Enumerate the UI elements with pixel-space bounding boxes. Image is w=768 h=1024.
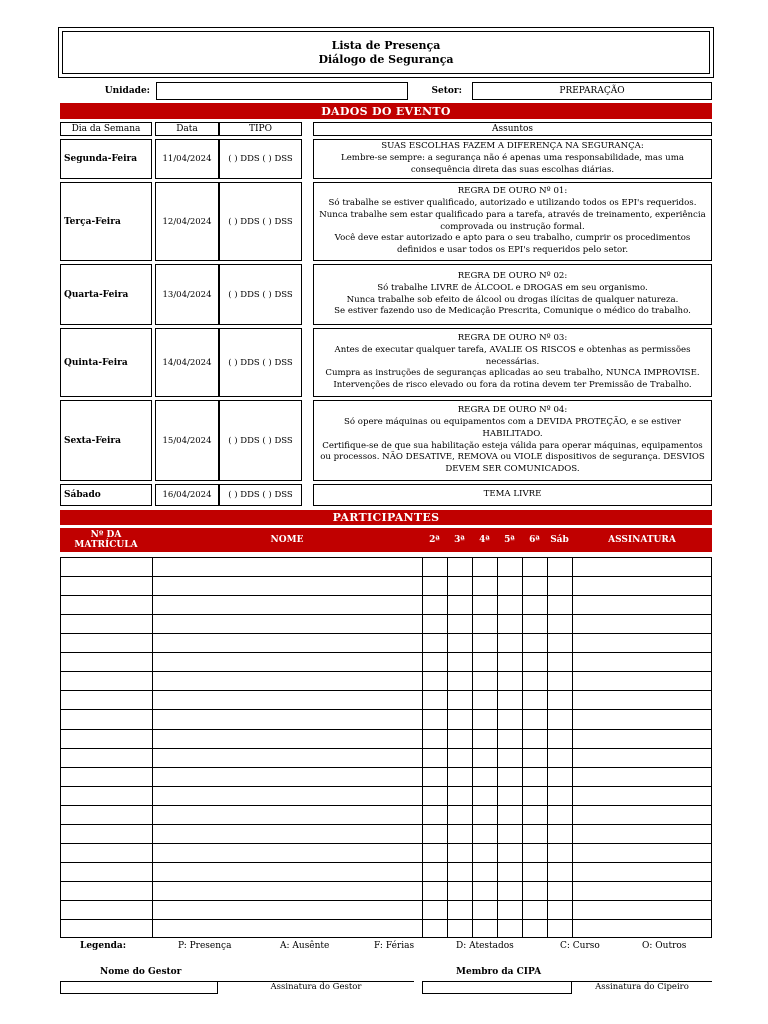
topic-line: Nunca trabalhe sem estar qualificado para a tarefa, através de treinamento, experiência: [319, 209, 706, 220]
topic-line: Certifique-se de que sua habilitação esteja válida para operar máquinas, equipamentos: [322, 440, 703, 451]
event-type-cell[interactable]: ( ) DDS ( ) DSS: [219, 139, 302, 179]
event-topic-cell: [313, 484, 712, 506]
event-day-cell: Sexta-Feira: [60, 400, 152, 481]
legend-label: Legenda:: [80, 941, 127, 951]
table-row-divider: [60, 919, 712, 920]
topic-line: SUAS ESCOLHAS FAZEM A DIFERENÇA NA SEGURANÇA:: [381, 141, 644, 152]
topic-line: REGRA DE OURO Nº 01:: [457, 186, 568, 197]
table-column-divider: [422, 557, 423, 938]
event-type-cell[interactable]: ( ) DDS ( ) DSS: [219, 484, 302, 506]
event-date-cell: 12/04/2024: [155, 182, 219, 261]
col-header-type: TIPO: [219, 122, 302, 136]
topic-line: Só trabalhe LIVRE de ÁLCOOL e DROGAS em seu organismo.: [377, 282, 648, 293]
table-row-divider: [60, 900, 712, 901]
topic-line: HABILITADO.: [482, 428, 543, 439]
event-date-cell: 16/04/2024: [155, 484, 219, 506]
col-header-matricula: [60, 528, 152, 552]
unidade-field[interactable]: [156, 82, 408, 100]
topic-line: necessárias.: [485, 356, 540, 367]
event-day-cell: Quarta-Feira: [60, 264, 152, 325]
col-header-day-3: 4ª: [472, 528, 497, 552]
table-row-divider: [60, 805, 712, 806]
event-date-cell: 13/04/2024: [155, 264, 219, 325]
table-row-divider: [60, 652, 712, 653]
topic-line: Só trabalhe se estiver qualificado, autorizado e utilizando todos os EPI's requeridos.: [328, 197, 697, 208]
table-column-divider: [152, 557, 153, 938]
topic-line: Se estiver fazendo uso de Medicação Prescrita, Comunique o médico do trabalho.: [334, 306, 691, 317]
table-column-divider: [447, 557, 448, 938]
legend-ausente: A: Ausênte: [280, 941, 330, 951]
topic-line: consequência direta das suas escolhas diárias.: [410, 164, 615, 175]
col-header-nome: NOME: [152, 528, 422, 552]
table-row-divider: [60, 709, 712, 710]
table-row-divider: [60, 786, 712, 787]
legend-ferias: F: Férias: [374, 941, 415, 951]
table-row-divider: [60, 748, 712, 749]
unidade-label: Unidade:: [104, 86, 150, 96]
document-subtitle: Diálogo de Segurança: [318, 52, 454, 66]
event-type-cell[interactable]: ( ) DDS ( ) DSS: [219, 400, 302, 481]
topic-line: REGRA DE OURO Nº 04:: [457, 405, 568, 416]
col-header-date: Data: [155, 122, 219, 136]
gestor-name-field[interactable]: [60, 981, 218, 994]
col-header-assinatura: ASSINATURA: [572, 528, 712, 552]
event-date-cell: 11/04/2024: [155, 139, 219, 179]
matricula-header-line1: Nº DA: [90, 530, 122, 540]
cipa-name-field[interactable]: [422, 981, 572, 994]
legend-curso: C: Curso: [560, 941, 600, 951]
table-column-divider: [522, 557, 523, 938]
table-row-divider: [60, 633, 712, 634]
topic-line: REGRA DE OURO Nº 02:: [457, 270, 568, 281]
event-topic-cell: [313, 400, 712, 481]
topic-line: comprovada ou instrução formal.: [440, 221, 585, 232]
topic-line: definidos e usar todos os EPI's requeridos pelo setor.: [396, 245, 629, 256]
gestor-signature-caption: Assinatura do Gestor: [270, 982, 362, 992]
topic-line: DEVEM SER COMUNICADOS.: [445, 464, 580, 475]
event-day-cell: Segunda-Feira: [60, 139, 152, 179]
legend-outros: O: Outros: [642, 941, 687, 951]
topic-line: Lembre-se sempre: a segurança não é apenas uma responsabilidade, mas uma: [341, 153, 684, 164]
topic-line: REGRA DE OURO Nº 03:: [457, 333, 568, 343]
setor-field[interactable]: PREPARAÇÃO: [472, 82, 712, 100]
legend-presenca: P: Presença: [178, 941, 232, 951]
topic-line: Cumpra as instruções de seguranças aplicadas ao seu trabalho, NUNCA IMPROVISE.: [325, 368, 700, 379]
event-topic-cell: [313, 139, 712, 179]
col-header-day: Dia da Semana: [60, 122, 152, 136]
col-header-day-2: 3ª: [447, 528, 472, 552]
topic-line: TEMA LIVRE: [483, 489, 542, 500]
table-row-divider: [60, 881, 712, 882]
col-header-day-6: Sáb: [547, 528, 572, 552]
topic-line: Intervenções de risco elevado ou fora da rotina devem ter Premissão de Trabalho.: [333, 380, 692, 391]
topic-line: Nunca trabalhe sob efeito de álcool ou drogas ilícitas de qualquer natureza.: [346, 294, 679, 305]
event-topic-cell: [313, 328, 712, 397]
topic-line: Só opere máquinas ou equipamentos com a DEVIDA PROTEÇÃO, e se estiver: [343, 416, 681, 427]
cipa-signature-caption: Assinatura do Cipeiro: [595, 982, 689, 992]
table-row-divider: [60, 614, 712, 615]
event-topic-cell: [313, 264, 712, 325]
cipa-label: Membro da CIPA: [456, 967, 542, 977]
event-section-bar: DADOS DO EVENTO: [60, 103, 712, 119]
event-type-cell[interactable]: ( ) DDS ( ) DSS: [219, 264, 302, 325]
table-row-divider: [60, 862, 712, 863]
event-date-cell: 14/04/2024: [155, 328, 219, 397]
title-frame: [58, 27, 714, 78]
table-row-divider: [60, 843, 712, 844]
event-day-cell: Sábado: [60, 484, 152, 506]
topic-line: ou processos. NÃO DESATIVE, REMOVA ou VIOLE dispositivos de segurança. DESVIOS: [320, 452, 705, 463]
legend-atestados: D: Atestados: [456, 941, 514, 951]
table-column-divider: [547, 557, 548, 938]
setor-label: Setor:: [431, 86, 462, 96]
col-header-day-5: 6ª: [522, 528, 547, 552]
topic-line: Antes de executar qualquer tarefa, AVALIE OS RISCOS e obtenhas as permissões: [334, 344, 691, 355]
table-row-divider: [60, 824, 712, 825]
table-column-divider: [497, 557, 498, 938]
event-type-cell[interactable]: ( ) DDS ( ) DSS: [219, 328, 302, 397]
event-date-cell: 15/04/2024: [155, 400, 219, 481]
event-topic-cell: [313, 182, 712, 261]
table-row-divider: [60, 767, 712, 768]
col-header-day-4: 5ª: [497, 528, 522, 552]
table-column-divider: [572, 557, 573, 938]
matricula-header-line2: MATRÍCULA: [74, 540, 138, 550]
table-column-divider: [472, 557, 473, 938]
topic-line: Você deve estar autorizado e apto para o seu trabalho, cumprir os procedimentos: [334, 233, 691, 244]
col-header-day-1: 2ª: [422, 528, 447, 552]
event-day-cell: Terça-Feira: [60, 182, 152, 261]
event-day-cell: Quinta-Feira: [60, 328, 152, 397]
event-type-cell[interactable]: ( ) DDS ( ) DSS: [219, 182, 302, 261]
gestor-label: Nome do Gestor: [100, 967, 182, 977]
title-block: [62, 31, 710, 74]
table-row-divider: [60, 690, 712, 691]
document-title: Lista de Presença: [331, 38, 441, 52]
table-row-divider: [60, 595, 712, 596]
participants-section-bar: PARTICIPANTES: [60, 510, 712, 525]
table-row-divider: [60, 576, 712, 577]
table-row-divider: [60, 729, 712, 730]
table-row-divider: [60, 671, 712, 672]
col-header-topics: Assuntos: [313, 122, 712, 136]
